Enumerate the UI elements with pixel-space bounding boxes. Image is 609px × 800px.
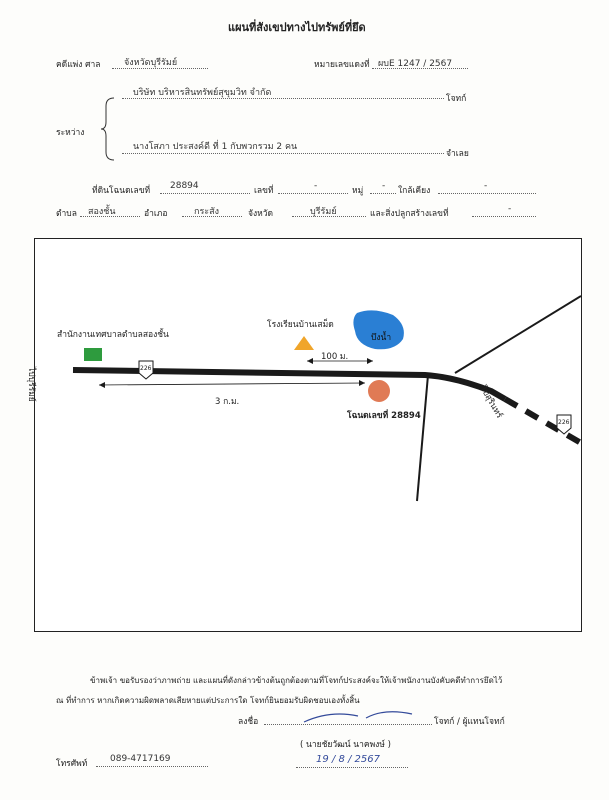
map-drawing bbox=[35, 239, 581, 631]
branch-road-northeast bbox=[455, 296, 581, 373]
dist-3km-label: 3 ก.ม. bbox=[215, 397, 240, 407]
province-line bbox=[292, 216, 366, 217]
phone-line bbox=[96, 766, 208, 767]
road-226-label-west: 226 bbox=[140, 365, 152, 372]
statement-line-2: ณ ที่ทำการ หากเกิดความผิดพลาดเสียหายแต่ประการใด โจทก์ยินยอมรับผิดชอบเองทั้งสิ้น bbox=[56, 696, 360, 705]
date-line bbox=[296, 767, 408, 768]
dist-3km-arrowhead-left bbox=[99, 382, 105, 388]
office-label: สำนักงานเทศบาลตำบลสองชั้น bbox=[57, 330, 169, 340]
building-value: - bbox=[508, 204, 512, 214]
building-label: และสิ่งปลูกสร้างเลขที่ bbox=[370, 209, 449, 219]
plaintiff-line bbox=[122, 98, 444, 99]
court-value: จังหวัดบุรีรัมย์ bbox=[124, 58, 178, 68]
dist-100-arrowhead-left bbox=[307, 358, 313, 364]
case-no-label: หมายเลขแดงที่ bbox=[314, 60, 370, 70]
pond-label: บึงน้ำ bbox=[371, 333, 392, 343]
plaintiff-role: โจทก์ bbox=[446, 94, 467, 104]
amphoe-label: อำเภอ bbox=[144, 209, 168, 219]
signer-name: ( นายชัยวัฒน์ นาคพงษ์ ) bbox=[300, 740, 391, 750]
sign-label: ลงชื่อ bbox=[238, 717, 259, 727]
road-226-label-east: 226 bbox=[558, 419, 570, 426]
branch-road-south bbox=[417, 375, 428, 501]
statement-line-1: ข้าพเจ้า ขอรับรองว่าภาพถ่าย และแผนที่ดังกล่าวข้างต้นถูกต้องตามที่โจทก์ประสงค์จะให้เจ้าพนักงานบังคับคดีทำการยึดไว้ bbox=[90, 676, 503, 685]
signature-image bbox=[300, 704, 420, 728]
defendant-value: นางโสภา ประสงค์ดี ที่ 1 กับพวกรวม 2 คน bbox=[133, 142, 298, 152]
defendant-role: จำเลย bbox=[446, 149, 469, 159]
plaintiff-value: บริษัท บริหารสินทรัพย์สุขุมวิท จำกัด bbox=[133, 88, 272, 98]
sketch-map bbox=[26, 238, 582, 632]
dist-3km-arrow bbox=[99, 383, 365, 385]
sign-role: โจทก์ / ผู้แทนโจทก์ bbox=[434, 717, 505, 727]
date-value: 19 / 8 / 2567 bbox=[316, 754, 380, 765]
dist-100-arrowhead-right bbox=[367, 358, 373, 364]
school-label: โรงเรียนบ้านเสม็ด bbox=[267, 320, 334, 330]
no-label: เลขที่ bbox=[254, 186, 274, 196]
to-surin-label: ไปสุรินทร์ bbox=[477, 384, 505, 421]
brace bbox=[100, 96, 118, 162]
document-title: แผนที่สังเขปทางไปทรัพย์ที่ยึด bbox=[228, 21, 366, 34]
case-no-value: ผบE 1247 / 2567 bbox=[378, 59, 453, 69]
deed-map-label: โฉนดเลขที่ 28894 bbox=[347, 411, 421, 421]
near-label: ใกล้เคียง bbox=[398, 186, 431, 196]
moo-value: - bbox=[382, 181, 386, 191]
deed-value: 28894 bbox=[170, 181, 199, 191]
near-line bbox=[438, 193, 536, 194]
moo-label: หมู่ bbox=[352, 186, 364, 196]
case-label: คดีแพ่ง ศาล bbox=[56, 60, 101, 70]
between-label: ระหว่าง bbox=[56, 128, 85, 138]
dist-3km-arrowhead-right bbox=[359, 380, 365, 386]
near-value: - bbox=[484, 181, 488, 191]
building-line bbox=[472, 216, 536, 217]
court-line bbox=[112, 68, 208, 69]
province-label: จังหวัด bbox=[248, 209, 274, 219]
phone-label: โทรศัพท์ bbox=[56, 759, 88, 769]
to-buriram-label: ไปบุรีรัมย์ bbox=[26, 367, 36, 402]
office-marker bbox=[84, 348, 102, 361]
province-value: บุรีรัมย์ bbox=[310, 207, 337, 217]
deed-label: ที่ดินโฉนดเลขที่ bbox=[92, 186, 151, 196]
deed-line bbox=[160, 193, 250, 194]
deed-marker bbox=[368, 380, 390, 402]
school-marker bbox=[294, 336, 314, 350]
phone-value: 089-4717169 bbox=[110, 754, 171, 764]
defendant-line bbox=[122, 153, 444, 154]
no-value: - bbox=[314, 181, 318, 191]
tambon-label: ตำบล bbox=[56, 209, 77, 219]
dist-100-label: 100 ม. bbox=[321, 352, 349, 362]
no-line bbox=[278, 193, 348, 194]
amphoe-line bbox=[182, 216, 242, 217]
tambon-value: สองชั้น bbox=[88, 207, 116, 217]
tambon-line bbox=[80, 216, 140, 217]
case-no-line bbox=[372, 68, 468, 69]
amphoe-value: กระสัง bbox=[194, 207, 220, 217]
moo-line bbox=[370, 193, 396, 194]
